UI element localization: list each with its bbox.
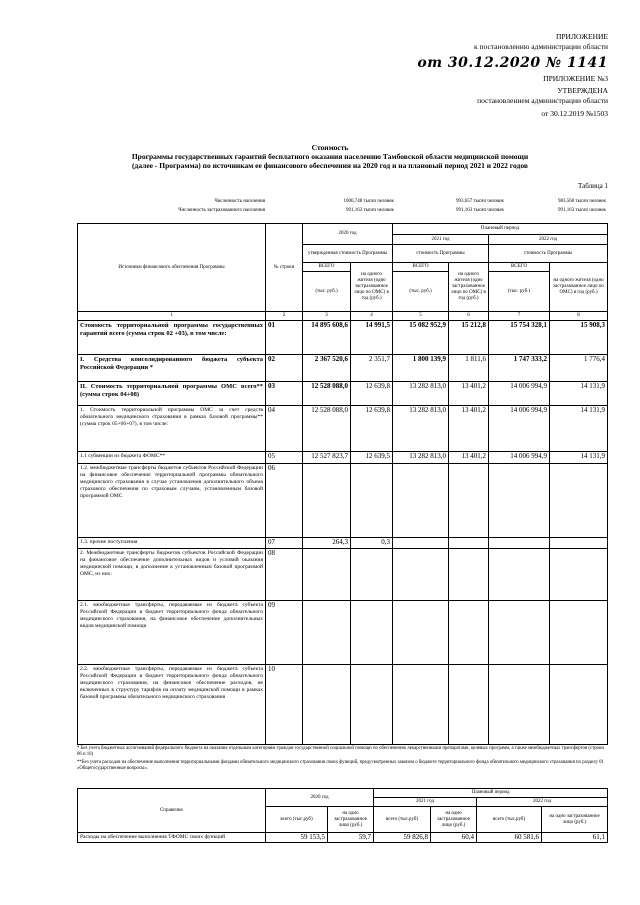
cell-2020-per-capita: 12 639,8 — [351, 406, 393, 452]
ref-header-total: всего (тыс.руб) — [374, 807, 431, 833]
cell-2020-per-capita: 14 991,5 — [351, 321, 393, 355]
row-number: 07 — [266, 538, 303, 549]
ref-2022-total: 60 581,6 — [477, 833, 542, 843]
table-row — [78, 406, 608, 452]
cell-2022-per-capita — [550, 601, 608, 665]
row-label: 1. Стоимость территориальной программы ОМС за счет средств обязательного медицинского страхования в рамках базовой программы** (сумма строк 05+06+07), в том числе: — [78, 406, 266, 452]
approved-heading: УТВЕРЖДЕНА — [557, 86, 608, 95]
cell-2021-total — [393, 665, 449, 745]
table-row — [78, 665, 608, 745]
cell-2022-per-capita — [550, 549, 608, 601]
row-number: 04 — [266, 406, 303, 452]
ref-header-total: всего (тыс.руб) — [266, 807, 328, 833]
insured-2021: 991,163 тысяч человек — [455, 208, 504, 213]
ref-header-per-insured: на одно застрахованное лицо (руб.) — [328, 807, 374, 833]
cell-2021-total — [393, 601, 449, 665]
cell-2021-per-capita: 13 401,2 — [449, 406, 489, 452]
table-row — [78, 549, 608, 601]
population-2022: 983,560 тысяч человек — [557, 199, 606, 204]
footnote-1: * Без учета бюджетных ассигнований федерального бюджета на оказание отдельным категориям граждан государственной социальной помощи по обеспечению лекарственными препаратами, целевых программ, а также межбюджетных трансфертов (строки 06 и 10) — [77, 746, 604, 757]
column-index: 4 — [351, 312, 393, 321]
row-number: 10 — [266, 665, 303, 745]
column-index: 2 — [266, 312, 303, 321]
population-2020: 1006,748 тысяч человек — [343, 199, 394, 204]
table-label: Таблица 1 — [578, 182, 608, 190]
header-2021: 2021 год — [393, 235, 489, 245]
cell-2020-per-capita: 12 639,8 — [351, 382, 393, 406]
footnote-2: **Без учета расходов на обеспечение выполнения территориальными фондами обязательного медицинского страхования своих функций, предусмотренных законом о бюджете территориального фонда обязательного медицинского страхования по разделу 01 «Общегосударственные вопросы». — [77, 760, 604, 771]
table-row — [78, 833, 608, 843]
cell-2020-total: 2 367 520,6 — [303, 355, 351, 382]
header-total: ВСЕГО — [393, 263, 449, 272]
approved-date: от 30.12.2019 №1503 — [541, 109, 608, 118]
cell-2022-total — [489, 549, 550, 601]
cell-2020-per-capita — [351, 549, 393, 601]
ref-2020-total: 59 153,5 — [266, 833, 328, 843]
cell-2021-per-capita — [449, 538, 489, 549]
ref-header-total: всего (тыс.руб) — [477, 807, 542, 833]
table-row — [78, 601, 608, 665]
ref-2020-per-insured: 59,7 — [328, 833, 374, 843]
table-row — [78, 452, 608, 464]
cell-2021-total — [393, 538, 449, 549]
cell-2020-total: 264,3 — [303, 538, 351, 549]
column-index: 6 — [449, 312, 489, 321]
handwritten-signature-date: от 30.12.2020 № 1141 — [417, 55, 608, 71]
column-index: 8 — [550, 312, 608, 321]
cell-2021-total: 15 082 952,9 — [393, 321, 449, 355]
cell-2022-total — [489, 601, 550, 665]
column-index: 7 — [489, 312, 550, 321]
table-row — [78, 355, 608, 382]
cell-2020-per-capita — [351, 601, 393, 665]
cell-2020-total: 12 528 088,0 — [303, 406, 351, 452]
cell-2020-total — [303, 549, 351, 601]
title-cost: Стоимость — [311, 143, 349, 152]
row-label: II. Стоимость территориальной программы ОМС всего** (сумма строк 04+08) — [78, 382, 266, 406]
cell-2020-total: 14 895 608,6 — [303, 321, 351, 355]
cell-2020-per-capita — [351, 464, 393, 538]
cell-2020-per-capita: 0,3 — [351, 538, 393, 549]
population-2021: 993,657 тысяч человек — [455, 199, 504, 204]
header-per-capita: на одного жителя (одно застрахованное лицо по ОМС) в год (руб.) — [351, 263, 393, 312]
header-unit: (тыс. руб.) — [489, 272, 550, 312]
appendix-reference: к постановлению администрации области — [474, 42, 608, 51]
column-index: 5 — [393, 312, 449, 321]
population-label: Численность населения — [214, 199, 265, 204]
cell-2020-per-capita — [351, 665, 393, 745]
row-label: I. Средства консолидированного бюджета субъекта Российской Федерации * — [78, 355, 266, 382]
title-program: Программы государственных гарантий бесплатного оказания населению Тамбовской области медицинской помощи — [131, 152, 529, 161]
insured-2022: 991,163 тысяч человек — [557, 208, 606, 213]
row-label: 2.2. межбюджетные трансферты, передаваемые из бюджета субъекта Российской Федерации в бюджет территориального фонда обязательного медицинского страхования, на финансовое обеспечение расходов, не включенных в структуру тарифов на оплату медицинской помощи в рамках базовой программы обязательного медицинского страхования — [78, 665, 266, 745]
cell-2020-per-capita: 2 351,7 — [351, 355, 393, 382]
header-approved-cost: утвержденная стоимость Программы — [303, 245, 393, 263]
title-period: (далее - Программа) по источникам ее финансового обеспечения на 2020 год и на плановый период 2021 и 2022 годов — [132, 161, 528, 170]
row-label: 1.2. межбюджетные трансферты бюджетов субъектов Российской Федерации на финансовое обеспечение территориальной программы обязательного медицинского страхования в случае установления дополнительного объема страхового обеспечения по страховым случаям, установленным базовой программой ОМС — [78, 464, 266, 538]
cell-2022-total: 14 006 994,9 — [489, 406, 550, 452]
ref-header-2020: 2020 год — [266, 789, 374, 807]
header-planned: Плановый период — [393, 224, 608, 235]
appendix3-heading: ПРИЛОЖЕНИЕ №3 — [543, 74, 608, 83]
header-per-capita: на одного жителя (одно застрахованное лицо по ОМС) в год (руб.) — [449, 263, 489, 312]
cell-2021-per-capita — [449, 665, 489, 745]
header-source: Источники финансового обеспечения Программы — [78, 224, 266, 312]
cell-2021-per-capita — [449, 464, 489, 538]
cell-2021-total: 13 282 813,0 — [393, 406, 449, 452]
cell-2022-per-capita — [550, 538, 608, 549]
cell-2022-per-capita — [550, 665, 608, 745]
cell-2021-total — [393, 549, 449, 601]
cell-2020-total — [303, 464, 351, 538]
ref-row-label: Расходы на обеспечение выполнения ТФОМС своих функций — [78, 833, 266, 843]
cell-2022-total: 14 006 994,9 — [489, 382, 550, 406]
column-index: 3 — [303, 312, 351, 321]
header-cost-2022: стоимость Программы — [489, 245, 608, 263]
cell-2020-total — [303, 665, 351, 745]
ref-header-label: Справочно — [78, 789, 266, 833]
cell-2020-total: 12 527 823,7 — [303, 452, 351, 464]
ref-2021-per-insured: 60,4 — [431, 833, 477, 843]
header-2022: 2022 год — [489, 235, 608, 245]
cell-2020-total — [303, 601, 351, 665]
ref-header-2022: 2022 год — [477, 798, 608, 807]
approved-by: постановлением администрации области — [477, 96, 608, 105]
cell-2020-total: 12 528 088,0 — [303, 382, 351, 406]
row-number: 09 — [266, 601, 303, 665]
ref-header-per-insured: на одно застрахованное лицо (руб.) — [542, 807, 608, 833]
row-label: 1.1 субвенции из бюджета ФОМС** — [78, 452, 266, 464]
cell-2022-per-capita: 14 131,9 — [550, 406, 608, 452]
header-unit: (тыс. руб.) — [303, 272, 351, 312]
cell-2022-total — [489, 464, 550, 538]
table-row — [78, 538, 608, 549]
cell-2021-total: 1 800 139,9 — [393, 355, 449, 382]
cell-2022-per-capita — [550, 464, 608, 538]
insured-population-label: Численность застрахованного населения — [178, 208, 265, 213]
cell-2022-per-capita: 1 776,4 — [550, 355, 608, 382]
header-total: ВСЕГО — [303, 263, 351, 272]
table-row — [78, 464, 608, 538]
header-cost-2021: стоимость Программы — [393, 245, 489, 263]
cell-2021-per-capita — [449, 549, 489, 601]
appendix-heading: ПРИЛОЖЕНИЕ — [555, 32, 608, 41]
row-number: 06 — [266, 464, 303, 538]
row-number: 03 — [266, 382, 303, 406]
table-row — [78, 382, 608, 406]
row-number: 05 — [266, 452, 303, 464]
cell-2022-total: 15 754 328,1 — [489, 321, 550, 355]
cell-2021-total: 13 282 813,0 — [393, 452, 449, 464]
insured-2020: 991,163 тысяч человек — [345, 208, 394, 213]
cell-2022-per-capita: 14 131,9 — [550, 382, 608, 406]
cell-2021-total — [393, 464, 449, 538]
cell-2022-total: 1 747 333,2 — [489, 355, 550, 382]
ref-2022-per-insured: 61,1 — [542, 833, 608, 843]
cell-2022-per-capita: 15 908,3 — [550, 321, 608, 355]
cell-2021-per-capita: 1 811,6 — [449, 355, 489, 382]
row-label: 1.3. прочие поступления — [78, 538, 266, 549]
cell-2021-per-capita — [449, 601, 489, 665]
ref-header-per-insured: на одно застрахованное лицо (руб.) — [431, 807, 477, 833]
row-number: 02 — [266, 355, 303, 382]
cell-2022-total — [489, 538, 550, 549]
ref-header-planned: Плановый период — [374, 789, 608, 798]
ref-2021-total: 59 826,8 — [374, 833, 431, 843]
row-label: Стоимость территориальной программы государственных гарантий всего (сумма строк 02 +03), в том числе: — [78, 321, 266, 355]
row-label: 2. Межбюджетные трансферты бюджетов субъектов Российской Федерации на финансовое обеспечение дополнительных видов и условий оказания медицинской помощи, в дополнение к установленным базовой программой ОМС, из них: — [78, 549, 266, 601]
row-number: 01 — [266, 321, 303, 355]
cell-2021-per-capita: 15 212,8 — [449, 321, 489, 355]
cost-table — [77, 223, 608, 745]
cell-2022-total: 14 006 994,9 — [489, 452, 550, 464]
ref-header-2021: 2021 год — [374, 798, 477, 807]
header-row-number: № строки — [266, 224, 303, 312]
reference-table — [77, 788, 608, 843]
column-index: 1 — [78, 312, 266, 321]
table-row — [78, 321, 608, 355]
header-2020: 2020 год — [303, 224, 393, 245]
row-label: 2.1. межбюджетные трансферты, передаваемые из бюджета субъекта Российской Федерации в бюджет территориального фонда обязательного медицинского страхования, на финансовое обеспечение дополнительных видов медицинской помощи — [78, 601, 266, 665]
header-total: ВСЕГО — [489, 263, 550, 272]
row-number: 08 — [266, 549, 303, 601]
cell-2020-per-capita: 12 639,5 — [351, 452, 393, 464]
cell-2021-per-capita: 13 401,2 — [449, 382, 489, 406]
cell-2022-per-capita: 14 131,9 — [550, 452, 608, 464]
cell-2021-per-capita: 13 401,2 — [449, 452, 489, 464]
header-unit: (тыс. руб.) — [393, 272, 449, 312]
cell-2022-total — [489, 665, 550, 745]
header-per-capita: на одного жителя (одно застрахованное лицо по ОМС) в год (руб.) — [550, 263, 608, 312]
cell-2021-total: 13 282 813,0 — [393, 382, 449, 406]
